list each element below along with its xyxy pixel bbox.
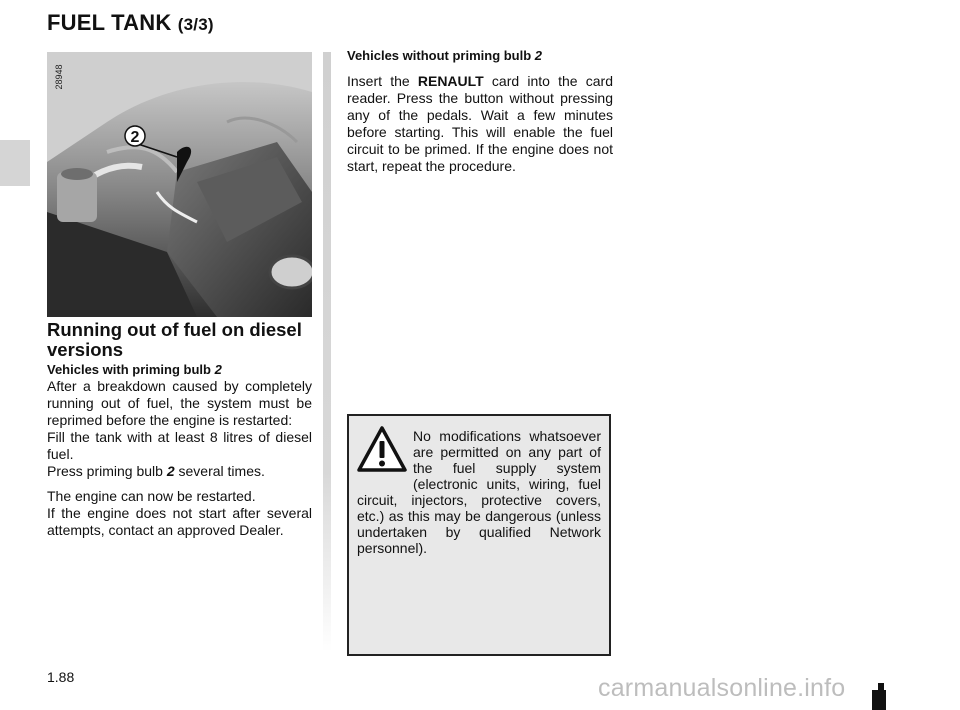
chapter-tab — [0, 140, 30, 186]
paragraph-fill-tank: Fill the tank with at least 8 litres of diesel fuel. — [47, 429, 312, 462]
column-divider — [323, 52, 331, 652]
left-sub-heading-ref: 2 — [214, 362, 222, 377]
paragraph-press-bulb — [47, 463, 312, 480]
page-part: (3/3) — [177, 15, 214, 34]
left-sub-heading-text: Vehicles with priming bulb — [47, 362, 215, 377]
right-sub-heading-text: Vehicles without priming bulb — [347, 48, 535, 63]
brand-name: RENAULT — [417, 73, 484, 89]
right-sub-heading — [347, 48, 613, 64]
press-bulb-text: Press priming bulb — [47, 463, 167, 479]
photo-code-text: 28948 — [54, 64, 64, 90]
page-title — [47, 10, 214, 36]
page-title-text: FUEL TANK — [47, 10, 172, 35]
corner-mark — [872, 690, 886, 710]
warning-box — [347, 414, 611, 656]
warning-text-content: No modifications whatsoever are permitted on any part of the fuel supply system (electronic units, wiring, fuel circuit, injectors, protective covers, etc.) as this may be dangerous (unless undertaken by qualified Network personnel). — [357, 428, 601, 556]
section-heading: Running out of fuel on diesel versions — [47, 319, 302, 360]
paragraph-card-reader — [347, 73, 613, 175]
page-number: 1.88 — [47, 669, 75, 685]
photo-reference-code — [52, 57, 66, 97]
corner-mark-small — [878, 683, 884, 693]
paragraph-breakdown: After a breakdown caused by completely running out of fuel, the system must be reprimed before the engine is restarted: — [47, 378, 312, 428]
callout-label: 2 — [130, 129, 140, 146]
left-sub-heading — [47, 362, 312, 378]
card-reader-text: Insert the — [347, 73, 418, 89]
left-column — [47, 320, 312, 539]
warning-text — [357, 428, 601, 556]
paragraph-restart: The engine can now be restarted. — [47, 488, 256, 504]
press-bulb-ref: 2 — [166, 463, 175, 479]
paragraph-dealer: If the engine does not start after several attempts, contact an approved Dealer. — [47, 505, 312, 538]
engine-bay-photo — [47, 52, 312, 317]
right-sub-heading-ref: 2 — [534, 48, 543, 63]
press-bulb-text-end: several times. — [174, 463, 265, 479]
right-column — [347, 48, 613, 175]
watermark: carmanualsonline.info — [598, 674, 846, 702]
card-reader-text-end: card into the card reader. Press the button without pressing any of the pedals. Wait a few minutes before starting. This will enable the fuel circuit to be primed. If the engine does not start, repeat the procedure. — [347, 73, 613, 174]
